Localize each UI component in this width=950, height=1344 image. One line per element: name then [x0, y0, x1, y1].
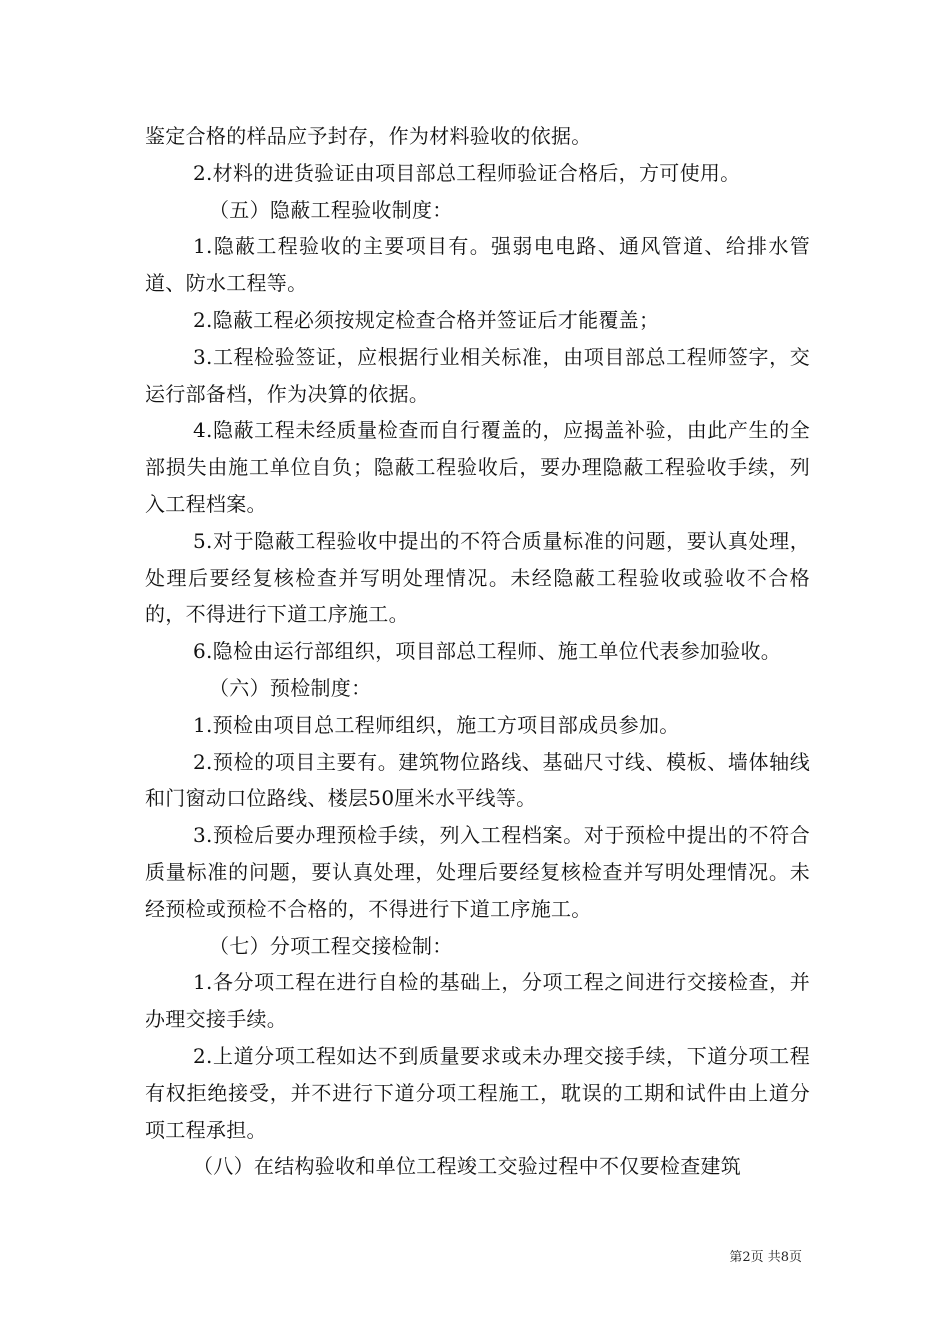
paragraph-pre-inspection-organizer: 1.预检由项目总工程师组织，施工方项目部成员参加。 — [193, 712, 680, 737]
paragraph-nonconformity-handling: 5.对于隐蔽工程验收中提出的不符合质量标准的问题，要认真处理，处理后要经复核检查并写明处理情况。未经隐蔽工程验收或验收不合格的，不得进行下道工序施工。 — [145, 528, 810, 627]
section-heading-pre-inspection: （六）预检制度： — [209, 675, 372, 700]
page-number: 第2页 共8页 — [729, 1250, 802, 1265]
paragraph-continuation: 鉴定合格的样品应予封存，作为材料验收的依据。 — [145, 124, 592, 148]
paragraph-handover-rejection: 2.上道分项工程如达不到质量要求或未办理交接手续，下道分项工程有权拒绝接受，并不进行下道分项工程施工，耽误的工期和试件由上道分项工程承担。 — [145, 1043, 810, 1142]
document-body — [145, 118, 810, 1185]
paragraph-handover-self-check: 1.各分项工程在进行自检的基础上，分项工程之间进行交接检查，并办理交接手续。 — [145, 970, 810, 1032]
paragraph-pre-inspection-procedure: 3.预检后要办理预检手续，列入工程档案。对于预检中提出的不符合质量标准的问题，要认真处理，处理后要经复核检查并写明处理情况。未经预检或预检不合格的，不得进行下道工序施工。 — [145, 823, 810, 921]
paragraph-structural-acceptance: （八）在结构验收和单位工程竣工交验过程中不仅要检查建筑 — [193, 1154, 742, 1179]
paragraph-inspection-signature: 3.工程检验签证，应根据行业相关标准，由项目部总工程师签字，交运行部备档，作为决算的依据。 — [145, 344, 810, 406]
paragraph-hidden-works-items: 1.隐蔽工程验收的主要项目有。强弱电电路、通风管道、给排水管道、防水工程等。 — [145, 234, 810, 296]
paragraph-hidden-works-cover: 2.隐蔽工程必须按规定检查合格并签证后才能覆盖； — [193, 307, 660, 332]
section-heading-hidden-works: （五）隐蔽工程验收制度： — [209, 197, 453, 222]
paragraph-unauthorized-cover: 4.隐蔽工程未经质量检查而自行覆盖的，应揭盖补验，由此产生的全部损失由施工单位自负；隐蔽工程验收后，要办理隐蔽工程验收手续，列入工程档案。 — [145, 418, 810, 516]
section-heading-handover: （七）分项工程交接检制： — [209, 933, 453, 958]
paragraph-inspection-organization: 6.隐检由运行部组织，项目部总工程师、施工单位代表参加验收。 — [193, 639, 782, 664]
paragraph-pre-inspection-items: 2.预检的项目主要有。建筑物位路线、基础尺寸线、模板、墙体轴线和门窗动口位路线、楼层50厘米水平线等。 — [145, 749, 810, 811]
paragraph-material-verification: 2.材料的进货验证由项目部总工程师验证合格后，方可使用。 — [193, 160, 741, 185]
